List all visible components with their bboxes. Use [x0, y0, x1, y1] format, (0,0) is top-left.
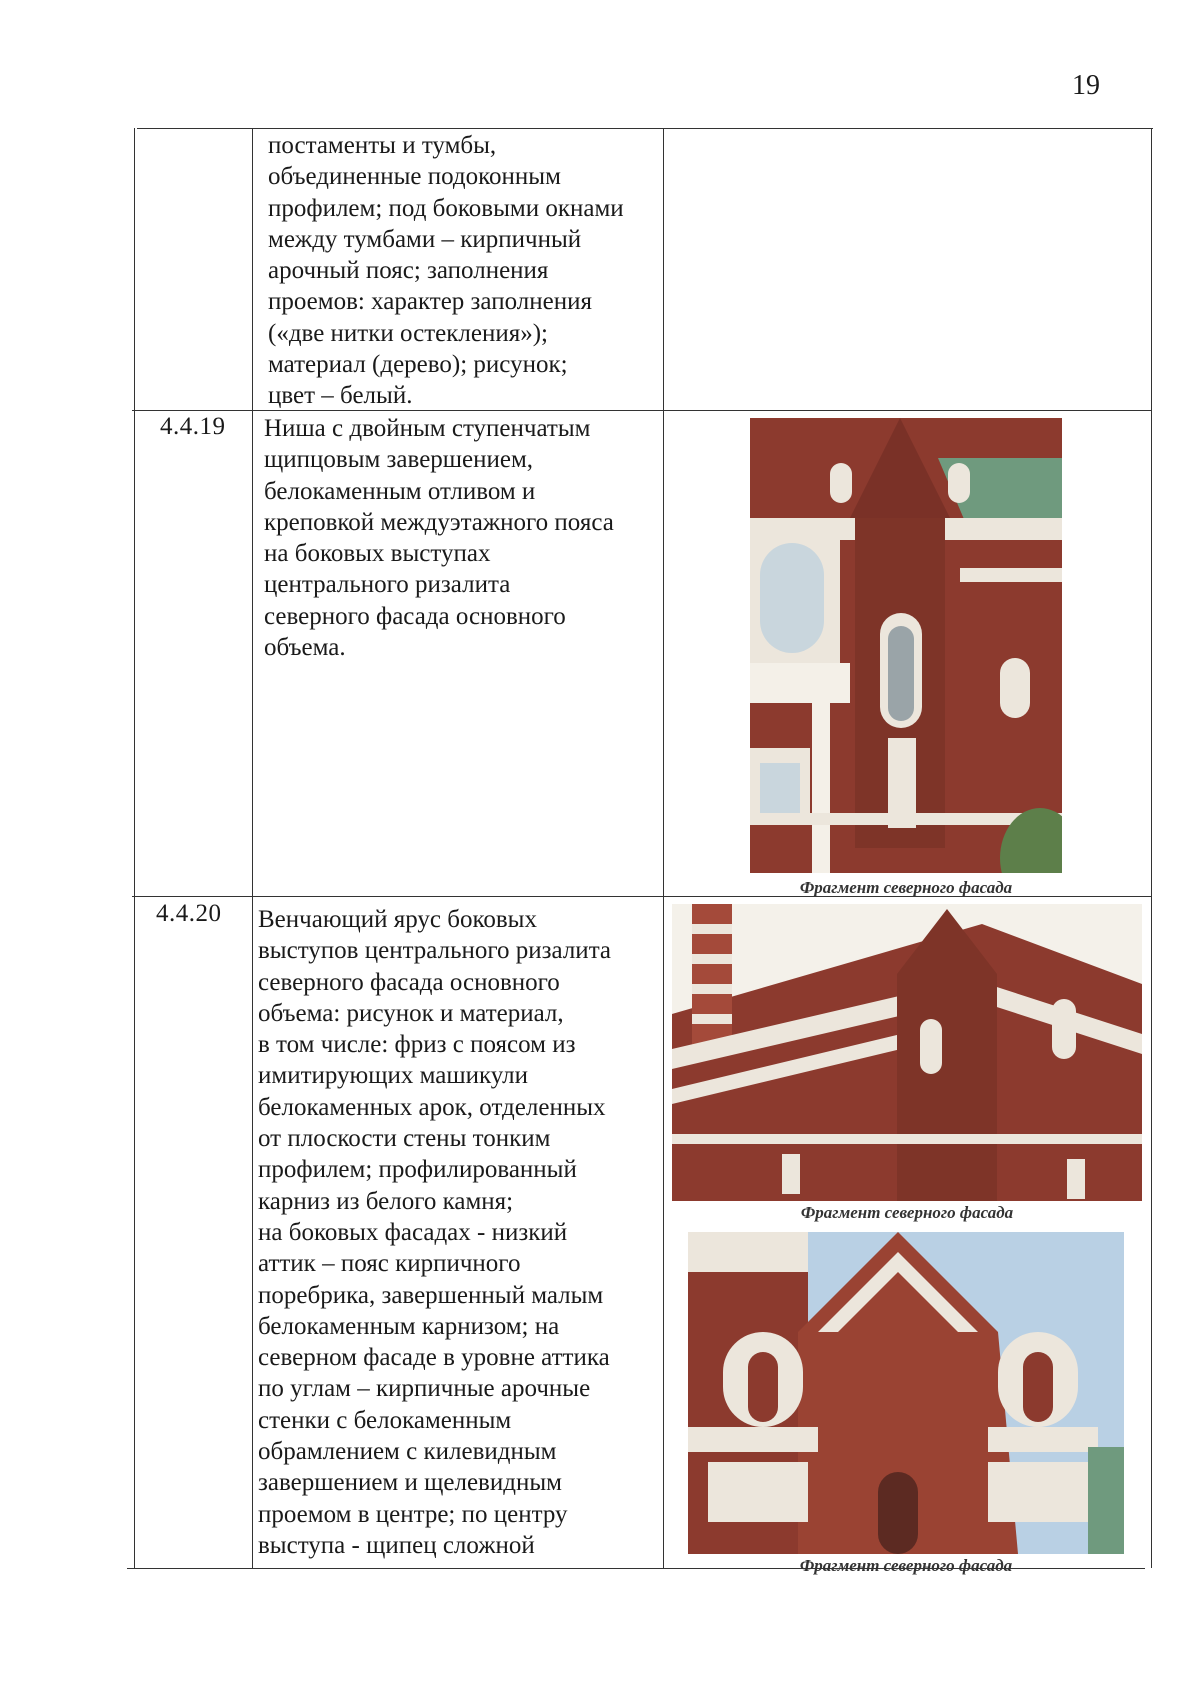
table-border-top [137, 128, 1153, 129]
table-border-right [1151, 128, 1152, 1568]
table-column-divider [663, 128, 664, 1568]
facade-illustration [672, 904, 1142, 1201]
north-facade-attic-photo [688, 1232, 1124, 1554]
facade-illustration [750, 418, 1062, 873]
row-number: 4.4.19 [160, 413, 226, 440]
row-number: 4.4.20 [156, 900, 222, 927]
page-number: 19 [1072, 70, 1100, 101]
facade-illustration [688, 1232, 1124, 1554]
photo-caption: Фрагмент северного фасада [799, 1556, 1013, 1575]
north-facade-crown-photo [672, 904, 1142, 1201]
row-description: постаменты и тумбы, объединенные подоконным профилем; под боковыми окнами между тумбами – кирпичный арочный пояс; заполнения проемов: характер заполнения («две нитки остекления»); материал (дерево); рисунок; цвет – белый. [268, 132, 624, 410]
table-border-left [134, 128, 135, 1568]
table-column-divider [252, 128, 253, 1568]
photo-caption: Фрагмент северного фасада [800, 1203, 1014, 1222]
row-description: Венчающий ярус боковых выступов центрального ризалита северного фасада основного объема: рисунок и материал, в том числе: фриз с поясом из имитирующих машикули белокаменных арок, отделенных от плоскости стены тонким профилем; профилированный карниз из белого камня; на боковых фасадах - низкий аттик – пояс кирпичного поребрика, завершенный малым белокаменным карнизом; на северном фасаде в уровне аттика по углам – кирпичные арочные стенки с белокаменным обрамлением с килевидным завершением и щелевидным проемом в центре; по центру выступа - щипец сложной [258, 906, 612, 1559]
north-facade-niche-photo [750, 418, 1062, 873]
row-description: Ниша с двойным ступенчатым щипцовым завершением, белокаменным отливом и креповкой междуэтажного пояса на боковых выступах центрального ризалита северного фасада основного объема. [264, 415, 614, 662]
photo-caption: Фрагмент северного фасада [799, 878, 1013, 897]
